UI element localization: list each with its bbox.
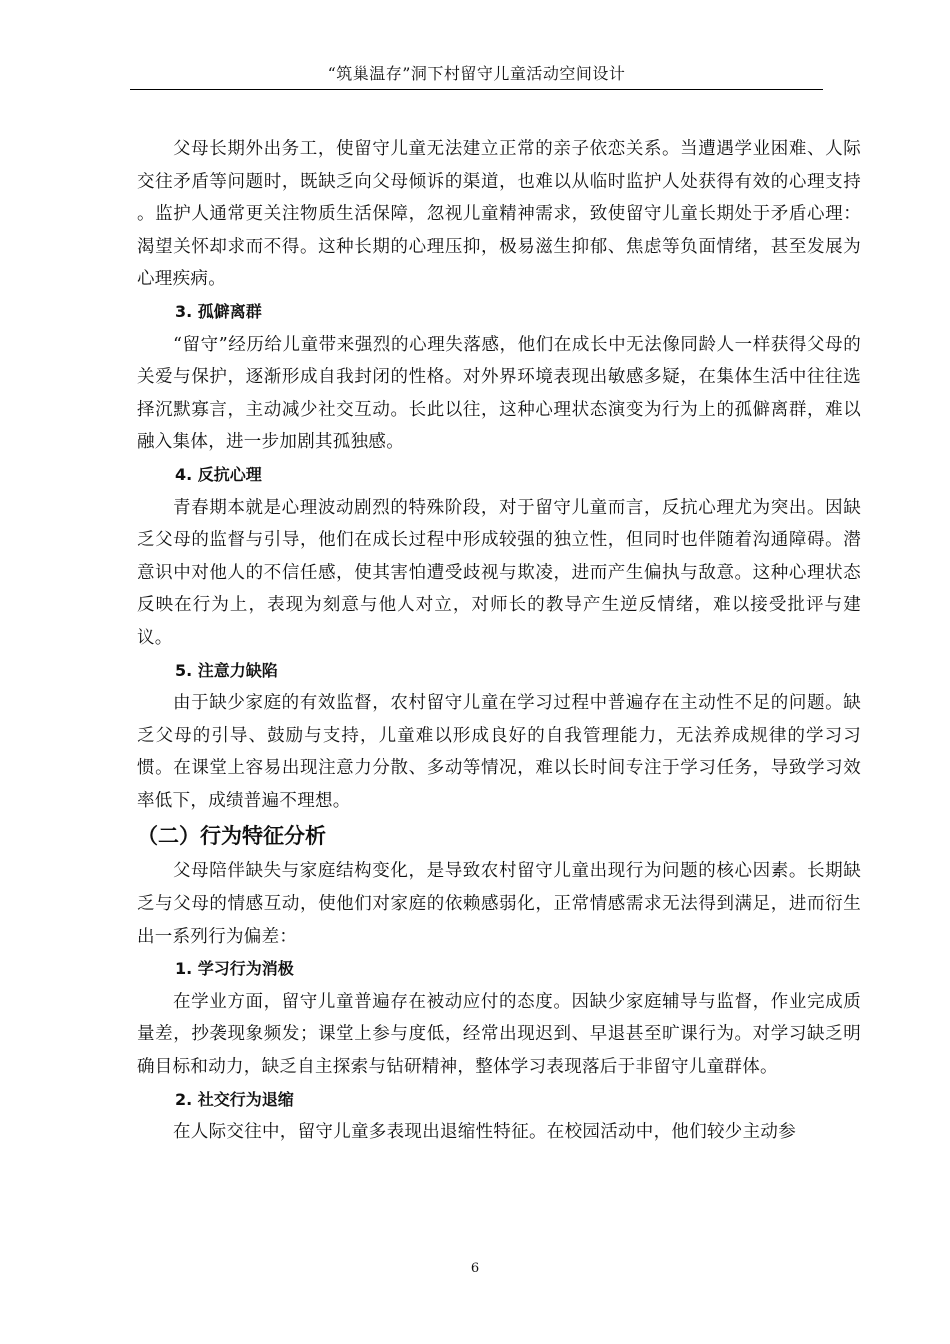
header-rule: [130, 89, 823, 90]
paragraph: 父母陪伴缺失与家庭结构变化，是导致农村留守儿童出现行为问题的核心因素。长期缺乏与父母的情感互动，使他们对家庭的依赖感弱化，正常情感需求无法得到满足，进而衍生出一系列行为偏差：: [137, 861, 861, 947]
paragraph: “留守”经历给儿童带来强烈的心理失落感，他们在成长中无法像同龄人一样获得父母的关爱与保护，逐渐形成自我封闭的性格。对外界环境表现出敏感多疑，在集体生活中往往选择沉默寡言，主动减少社交互动。长此以往，这种心理状态演变为行为上的孤僻离群，难以融入集体，进一步加剧其孤独感。: [137, 334, 861, 453]
section-heading-behavior: （二）行为特征分析: [137, 824, 326, 849]
subheading-learning-behavior: 1. 学习行为消极: [175, 959, 294, 979]
subheading-attention-deficit: 5. 注意力缺陷: [175, 660, 278, 680]
subheading-isolation: 3. 孤僻离群: [175, 301, 262, 321]
paragraph: 由于缺少家庭的有效监督，农村留守儿童在学习过程中普遍存在主动性不足的问题。缺乏父母的引导、鼓励与支持，儿童难以形成良好的自我管理能力，无法养成规律的学习习惯。在课堂上容易出现注意力分散、多动等情况，难以长时间专注于学习任务，导致学习效率低下，成绩普遍不理想。: [137, 693, 861, 811]
subheading-rebellion: 4. 反抗心理: [175, 464, 262, 484]
page-number: 6: [470, 1261, 480, 1276]
subheading-social-withdrawal: 2. 社交行为退缩: [175, 1089, 294, 1109]
paragraph: 在人际交往中，留守儿童多表现出退缩性特征。在校园活动中，他们较少主动参: [173, 1122, 796, 1143]
paragraph: 父母长期外出务工，使留守儿童无法建立正常的亲子依恋关系。当遭遇学业困难、人际交往矛盾等问题时，既缺乏向父母倾诉的渠道，也难以从临时监护人处获得有效的心理支持 。监护人通常更关注物质生活保障，忽视儿童精神需求，致使留守儿童长期处于矛盾心理：渴望关怀却求而不得。这种长期的心理压抑，极易滋生抑郁、焦虑等负面情绪，甚至发展为心理疾病。: [137, 139, 861, 290]
paragraph: 在学业方面，留守儿童普遍存在被动应付的态度。因缺少家庭辅导与监督，作业完成质量差，抄袭现象频发；课堂上参与度低，经常出现迟到、早退甚至旷课行为。对学习缺乏明确目标和动力，缺乏自主探索与钻研精神，整体学习表现落后于非留守儿童群体。: [137, 991, 861, 1078]
paragraph: 青春期本就是心理波动剧烈的特殊阶段，对于留守儿童而言，反抗心理尤为突出。因缺乏父母的监督与引导，他们在成长过程中形成较强的独立性，但同时也伴随着沟通障碍。潜意识中对他人的不信任感，使其害怕遭受歧视与欺凌，进而产生偏执与敌意。这种心理状态反映在行为上，表现为刻意与他人对立，对师长的教导产生逆反情绪，难以接受批评与建议。: [137, 497, 861, 648]
running-header: “筑巢温存”洞下村留守儿童活动空间设计: [327, 64, 626, 83]
document-body: [137, 133, 861, 1149]
